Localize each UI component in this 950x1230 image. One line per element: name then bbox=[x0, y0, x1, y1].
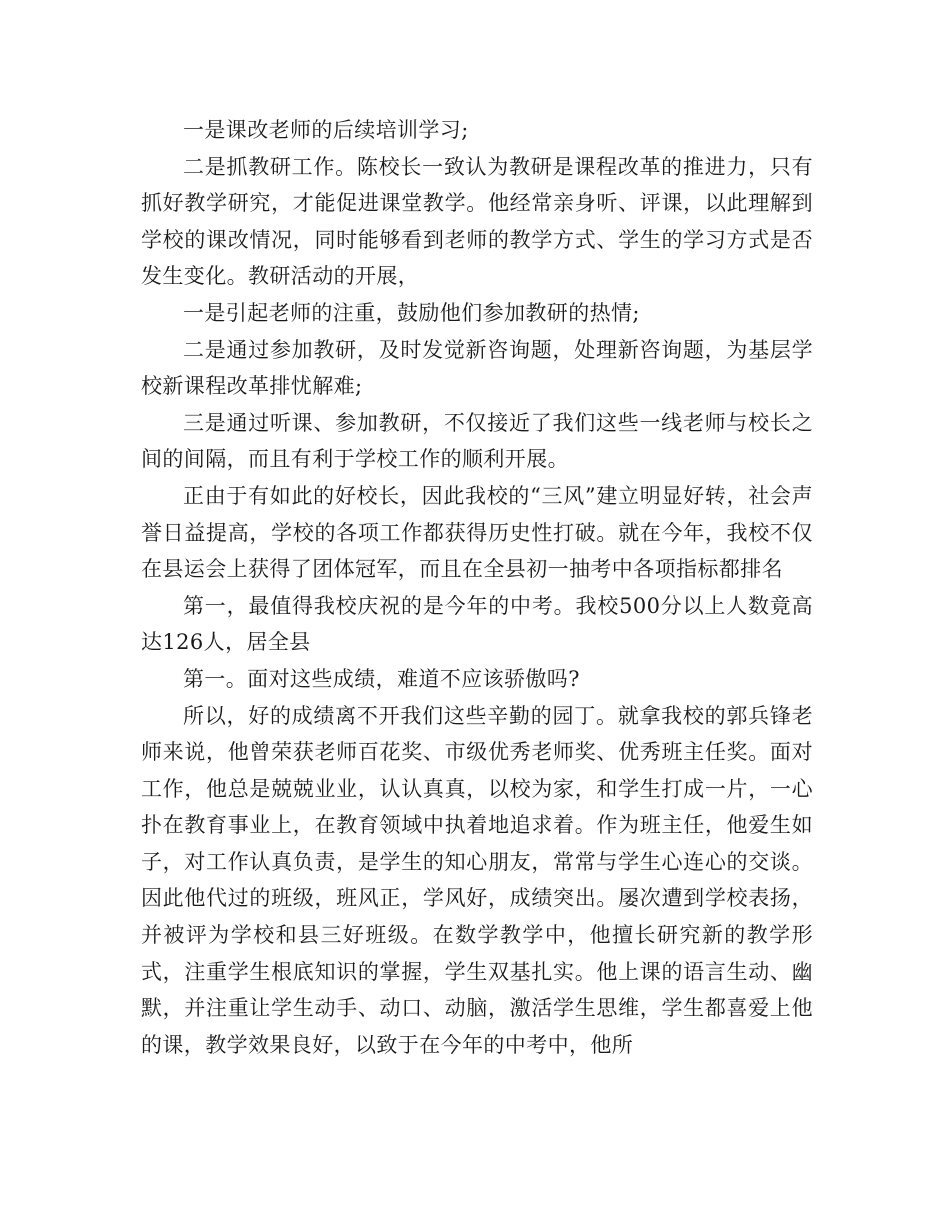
paragraph-6: 正由于有如此的好校长，因此我校的“三风”建立明显好转，社会声誉日益提高，学校的各项工作都获得历史性打破。就在今年，我校不仅在县运会上获得了团体冠军，而且在全县初一抽考中各项指标都排名 bbox=[141, 483, 813, 582]
paragraph-9: 所以，好的成绩离不开我们这些辛勤的园丁。就拿我校的郭兵锋老师来说，他曾荣获老师百花奖、市级优秀老师奖、优秀班主任奖。面对工作，他总是兢兢业业，认认真真，以校为家，和学生打成一片，一心扑在教育事业上，在教育领域中执着地追求着。作为班主任，他爱生如子，对工作认真负责，是学生的知心朋友，常常与学生心连心的交谈。因此他代过的班级，班风正，学风好，成绩突出。屡次遭到学校表扬，并被评为学校和县三好班级。在数学教学中，他擅长研究新的教学形式，注重学生根底知识的掌握，学生双基扎实。他上课的语言生动、幽默，并注重让学生动手、动口、动脑，激活学生思维，学生都喜爱上他的课，教学效果良好，以致于在今年的中考中，他所 bbox=[141, 703, 813, 1057]
paragraph-4: 二是通过参加教研，及时发觉新咨询题，处理新咨询题，为基层学校新课程改革排忧解难; bbox=[141, 337, 813, 399]
paragraph-3: 一是引起老师的注重，鼓励他们参加教研的热情; bbox=[183, 300, 640, 325]
paragraph-7: 第一，最值得我校庆祝的是今年的中考。我校500分以上人数竟高达126人，居全县 bbox=[141, 593, 813, 655]
paragraph-8: 第一。面对这些成绩，难道不应该骄傲吗? bbox=[183, 666, 580, 691]
document-body bbox=[141, 112, 813, 1063]
paragraph-2: 二是抓教研工作。陈校长一致认为教研是课程改革的推进力，只有抓好教学研究，才能促进课堂教学。他经常亲身听、评课，以此理解到学校的课改情况，同时能够看到老师的教学方式、学生的学习方式是否发生变化。教研活动的开展， bbox=[141, 154, 813, 289]
paragraph-5: 三是通过听课、参加教研，不仅接近了我们这些一线老师与校长之间的间隔，而且有利于学校工作的顺利开展。 bbox=[141, 410, 813, 472]
paragraph-1: 一是课改老师的后续培训学习; bbox=[183, 118, 469, 142]
